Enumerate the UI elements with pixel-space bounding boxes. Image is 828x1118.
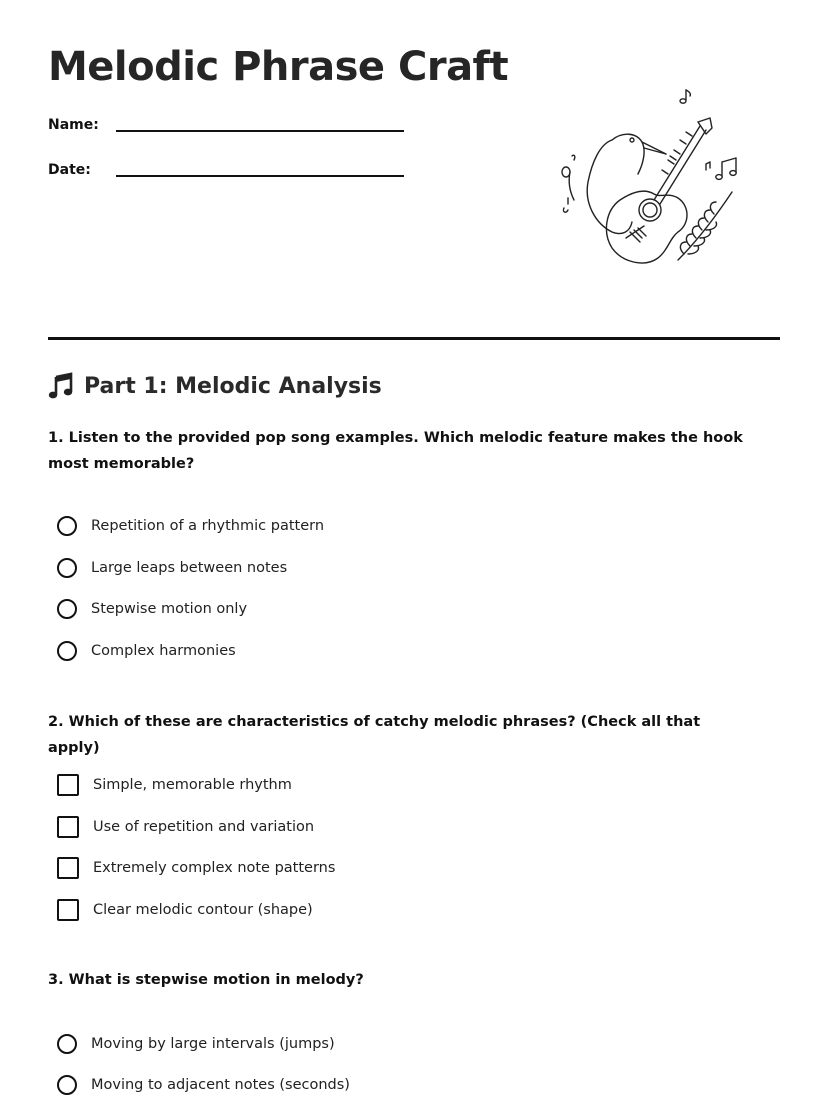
name-field[interactable]	[116, 130, 404, 132]
option-label: Moving by large intervals (jumps)	[91, 1036, 335, 1052]
option-label: Simple, memorable rhythm	[93, 777, 292, 793]
q1-option[interactable]	[57, 599, 247, 619]
music-note-icon	[48, 372, 74, 400]
question-1: 1. Listen to the provided pop song examples. Which melodic feature makes the hook most memorable?	[48, 430, 743, 472]
q2-option[interactable]	[57, 857, 335, 879]
option-label: Repetition of a rhythmic pattern	[91, 518, 325, 534]
option-label: Use of repetition and variation	[93, 819, 315, 835]
bird-guitar-illustration	[550, 82, 750, 272]
date-field[interactable]	[116, 175, 404, 177]
option-label: Stepwise motion only	[91, 601, 248, 617]
option-label: Large leaps between notes	[91, 560, 288, 576]
part1-heading	[48, 372, 382, 400]
page-title: Melodic Phrase Craft	[48, 44, 509, 90]
section-divider	[48, 337, 780, 340]
radio-button[interactable]	[57, 558, 77, 578]
q1-option[interactable]	[57, 641, 236, 661]
q3-option[interactable]	[57, 1075, 350, 1095]
q3-option[interactable]	[57, 1034, 335, 1054]
q2-option[interactable]	[57, 816, 314, 838]
radio-button[interactable]	[57, 1075, 77, 1095]
question-2: 2. Which of these are characteristics of catchy melodic phrases? (Check all that apply)	[48, 714, 701, 756]
q2-option[interactable]	[57, 774, 292, 796]
checkbox[interactable]	[57, 774, 79, 796]
radio-button[interactable]	[57, 1034, 77, 1054]
date-label: Date:	[48, 162, 91, 178]
option-label: Extremely complex note patterns	[93, 860, 336, 876]
checkbox[interactable]	[57, 899, 79, 921]
checkbox[interactable]	[57, 816, 79, 838]
radio-button[interactable]	[57, 599, 77, 619]
q1-option[interactable]	[57, 558, 287, 578]
question-3: 3. What is stepwise motion in melody?	[48, 972, 364, 988]
q2-option[interactable]	[57, 899, 313, 921]
radio-button[interactable]	[57, 516, 77, 536]
q1-option[interactable]	[57, 516, 324, 536]
radio-button[interactable]	[57, 641, 77, 661]
option-label: Complex harmonies	[91, 643, 236, 659]
option-label: Moving to adjacent notes (seconds)	[91, 1077, 350, 1093]
part1-heading-text: Part 1: Melodic Analysis	[84, 373, 382, 399]
name-label: Name:	[48, 117, 99, 133]
checkbox[interactable]	[57, 857, 79, 879]
option-label: Clear melodic contour (shape)	[93, 902, 313, 918]
